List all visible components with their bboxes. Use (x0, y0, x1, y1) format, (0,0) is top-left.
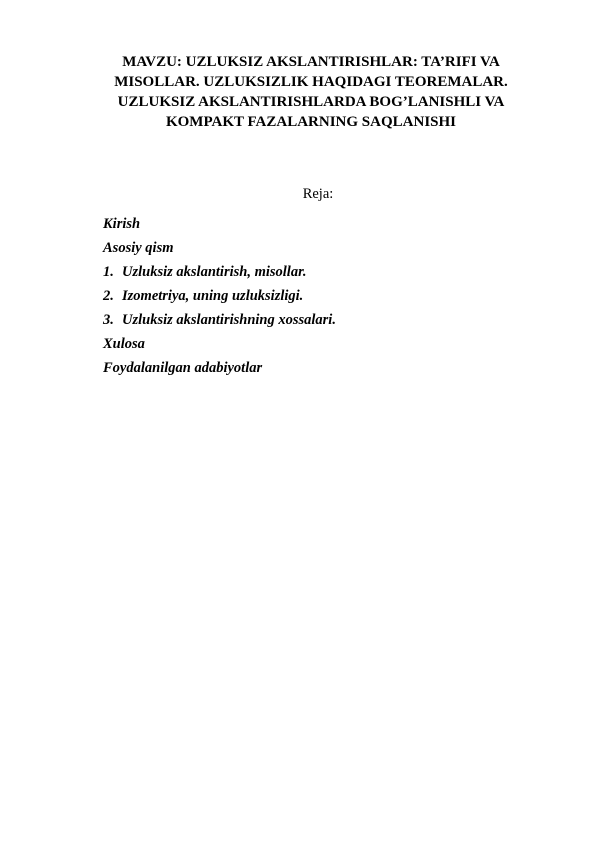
plan-item-text: Asosiy qism (103, 240, 174, 256)
plan-item-3 (103, 308, 336, 332)
plan-heading: Reja: (302, 186, 334, 202)
plan-item-number: 2. (103, 288, 114, 304)
plan-item-text: Foydalanilgan adabiyotlar (103, 360, 263, 376)
plan-item-kirish (103, 212, 336, 236)
plan-item-text: Izometriya, uning uzluksizligi. (122, 288, 304, 304)
plan-item-text: Kirish (103, 216, 141, 232)
document-title (92, 52, 530, 132)
plan-item-number: 1. (103, 264, 114, 280)
plan-item-2 (103, 284, 336, 308)
plan-item-text: Uzluksiz akslantirish, misollar. (122, 264, 307, 280)
title-line-2: MISOLLAR. UZLUKSIZLIK HAQIDAGI TEOREMALAR. (114, 74, 508, 90)
plan-item-text: Xulosa (103, 336, 145, 352)
plan-item-1 (103, 260, 336, 284)
title-line-1: MAVZU: UZLUKSIZ AKSLANTIRISHLAR: TA’RIFI VA (122, 54, 500, 70)
plan-item-asosiy-qism (103, 236, 336, 260)
plan-item-xulosa (103, 332, 336, 356)
plan-item-text: Uzluksiz akslantirishning xossalari. (122, 312, 336, 328)
title-line-4: KOMPAKT FAZALARNING SAQLANISHI (165, 114, 457, 130)
title-line-3: UZLUKSIZ AKSLANTIRISHLARDA BOG’LANISHLI VA (117, 94, 505, 110)
plan-item-adabiyotlar (103, 356, 336, 380)
plan-item-number: 3. (103, 312, 114, 328)
plan-list (103, 212, 336, 380)
